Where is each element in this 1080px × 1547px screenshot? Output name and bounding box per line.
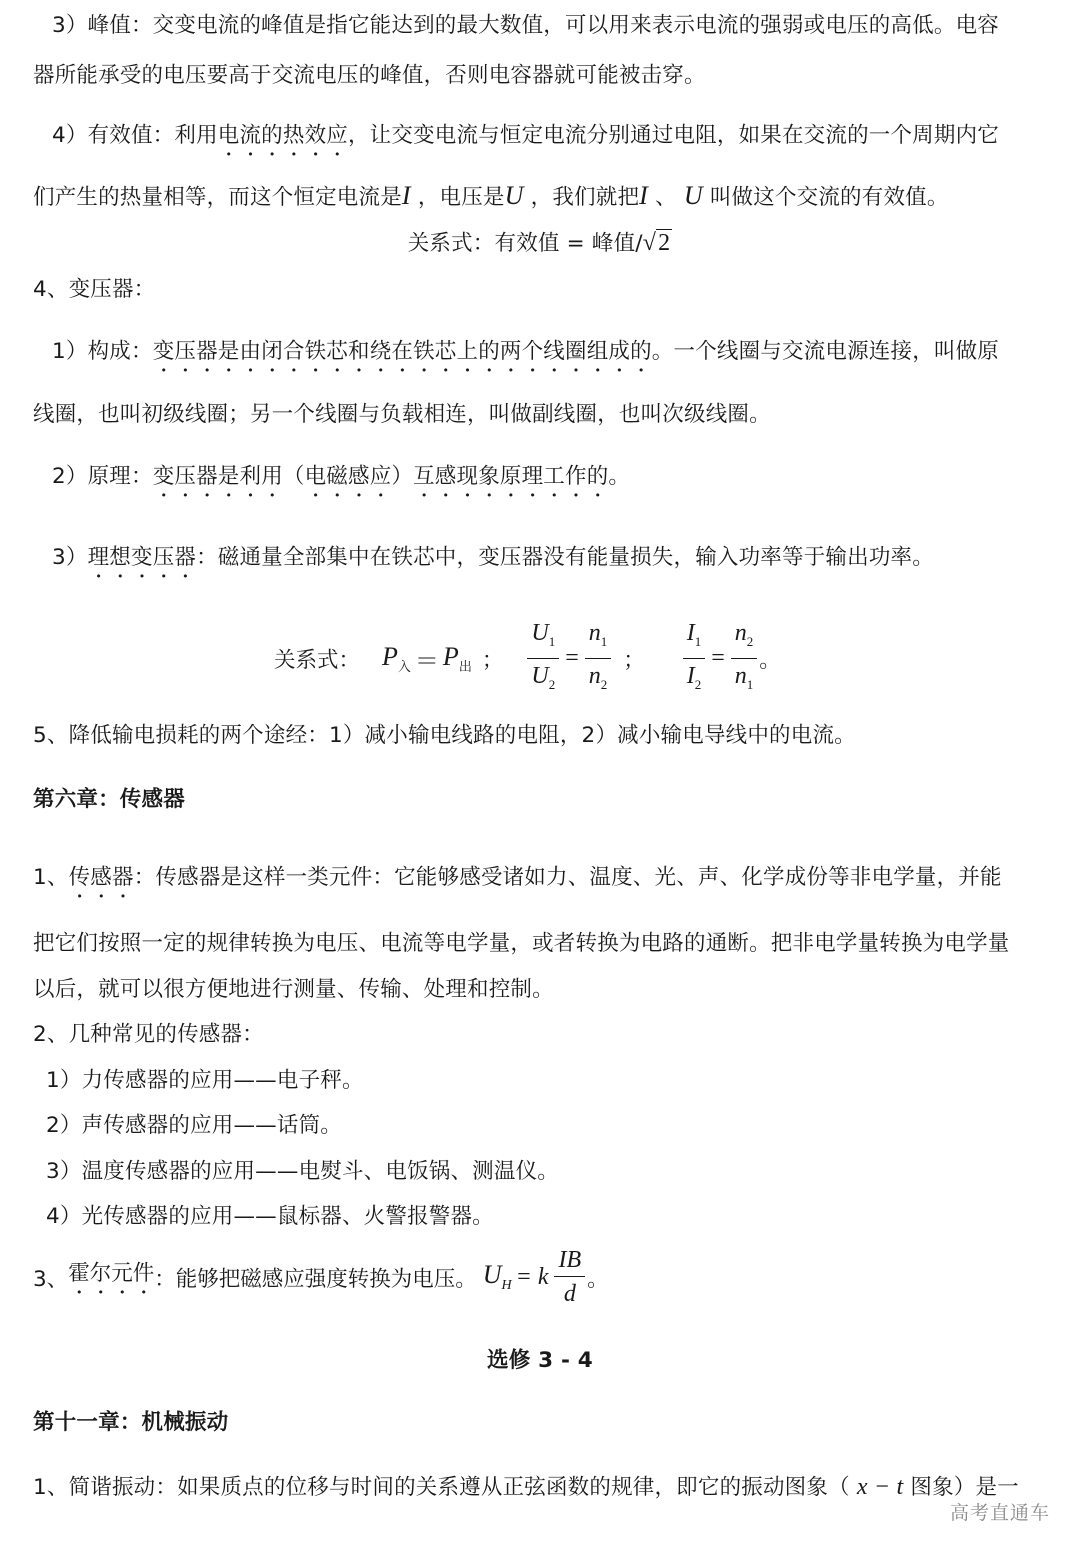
equals-sign: ＝ [414, 649, 439, 676]
text: ，电压是 [417, 185, 505, 210]
text: 叫做这个交流的有效值。 [709, 185, 949, 210]
sub-H: H [501, 1278, 512, 1294]
ideal-transformer-line [52, 540, 934, 583]
sensor-item: 2）声传感器的应用——话筒。 [46, 1113, 342, 1138]
emphasis-composition: 变压器是由闭合铁芯和绕在铁芯上的两个线圈组成的 [152, 339, 652, 364]
var-I: I [639, 181, 649, 210]
den: I [686, 662, 695, 689]
text: 2）原理： [52, 464, 153, 489]
den: n [588, 662, 601, 689]
var-P: P [382, 642, 398, 672]
text: 们产生的热量相等，而这个恒定电流是 [33, 185, 402, 210]
text: ，我们就把 [530, 185, 640, 210]
relation-label: 关系式：有效值 = 峰值/ [407, 231, 643, 256]
sqrt-radicand: 2 [658, 230, 671, 256]
sub: 1 [694, 633, 702, 649]
elective-title: 选修 3 - 4 [487, 1348, 593, 1373]
transformer-formula [274, 618, 781, 700]
separator: ； [623, 648, 645, 674]
power-out [443, 642, 472, 675]
num: n [588, 620, 601, 646]
hall-element-line [33, 1245, 609, 1309]
fraction-I1-I2 [683, 618, 706, 700]
sensor-def-line-1 [33, 860, 1002, 903]
text: ：磁通量全部集中在铁芯中，变压器没有能量损失，输入功率等于输出功率。 [196, 545, 934, 570]
text: 3） [52, 545, 88, 570]
chapter11-title: 第十一章：机械振动 [33, 1410, 229, 1435]
emphasis-ideal-transformer: 理想变压器 [87, 545, 197, 570]
sub: 2 [600, 676, 608, 692]
effective-line-2 [33, 180, 949, 211]
effective-relation [0, 226, 1080, 257]
sub-in: 入 [397, 660, 411, 676]
transformer-heading: 4、变压器： [33, 277, 156, 302]
text: 1、 [33, 865, 69, 890]
effective-prefix: 4）有效值：利用 [52, 123, 218, 148]
composition-line-2: 线圈，也叫初级线圈；另一个线圈与负载相连，叫做副线圈，也叫次级线圈。 [33, 402, 771, 427]
sensor-item: 1）力传感器的应用——电子秤。 [46, 1068, 364, 1093]
fraction-U1-U2 [527, 618, 559, 700]
sqrt-icon: √2 [642, 230, 671, 256]
period: 。 [587, 1266, 609, 1292]
fraction-IB-d [554, 1245, 585, 1309]
text: 3、 [33, 1266, 69, 1292]
common-sensors-heading: 2、几种常见的传感器： [33, 1022, 264, 1047]
chapter6-title: 第六章：传感器 [33, 787, 185, 812]
principle-line [52, 459, 630, 502]
sub: 1 [600, 633, 608, 649]
text: 。 [608, 464, 631, 489]
num: I [686, 620, 695, 646]
equals-sign: = [711, 645, 725, 672]
sub: 2 [746, 633, 754, 649]
text: 1）构成： [52, 339, 153, 364]
sub: 2 [548, 676, 556, 692]
emphasis-heat-effect: 电流的热效应 [217, 123, 348, 148]
emphasis-sensor: 传感器 [68, 865, 134, 890]
fraction-n1-n2 [585, 618, 612, 700]
sensor-def-line-2: 把它们按照一定的规律转换为电压、电流等电学量，或者转换为电路的通断。把非电学量转换为电学量 [33, 931, 1010, 956]
text: 。一个线圈与交流电源连接，叫做原 [651, 339, 999, 364]
emphasis-hall-element: 霍尔元件 [68, 1260, 155, 1286]
equals-sign: = [565, 645, 579, 672]
den: U [531, 662, 549, 689]
text: ：能够把磁感应强度转换为电压。 [154, 1266, 477, 1292]
sensor-item: 3）温度传感器的应用——电熨斗、电饭锅、测温仪。 [46, 1159, 559, 1184]
effective-rest: ，让交变电流与恒定电流分别通过电阻，如果在交流的一个周期内它 [347, 123, 999, 148]
shm-line [33, 1470, 1019, 1501]
text: 、 [655, 185, 677, 210]
hall-formula-U [483, 1260, 512, 1294]
period: 。 [759, 648, 781, 674]
sub: 2 [694, 676, 702, 692]
num: IB [554, 1245, 585, 1277]
var-U: U [504, 181, 524, 210]
loss-line: 5、降低输电损耗的两个途经：1）减小输电线路的电阻，2）减小输电导线中的电流。 [33, 723, 856, 748]
den: d [563, 1281, 576, 1307]
sub: 1 [548, 633, 556, 649]
watermark: 高考直通车 [949, 1502, 1050, 1524]
peak-line-2: 器所能承受的电压要高于交流电压的峰值，否则电容器就可能被击穿。 [33, 63, 706, 88]
composition-line-1 [52, 334, 999, 377]
sensor-def-line-3: 以后，就可以很方便地进行测量、传输、处理和控制。 [33, 977, 554, 1002]
separator: ； [481, 648, 504, 674]
var-P: P [442, 642, 459, 672]
var-U: U [683, 181, 703, 210]
x-t-expression: x − t [856, 1474, 904, 1500]
text: ：传感器是这样一类元件：它能够感受诸如力、温度、光、声、化学成份等非电学量，并能 [133, 865, 1002, 890]
sub: 1 [746, 676, 754, 692]
effective-line-1 [52, 118, 999, 161]
num: U [531, 620, 549, 646]
var-U: U [482, 1259, 502, 1289]
sub-out: 出 [458, 660, 472, 676]
var-I: I [401, 181, 411, 210]
formula-label: 关系式： [274, 648, 361, 674]
sensor-item: 4）光传感器的应用——鼠标器、火警报警器。 [46, 1204, 494, 1229]
num: n [734, 620, 747, 646]
emphasis-principle: 变压器是利用（电磁感应）互感现象原理工作的 [152, 464, 609, 489]
text: 1、简谐振动：如果质点的位移与时间的关系遵从正弦函数的规律，即它的振动图象（ [33, 1475, 850, 1500]
power-in [382, 642, 411, 675]
den: n [734, 662, 747, 689]
peak-line-1: 3）峰值：交变电流的峰值是指它能达到的最大数值，可以用来表示电流的强弱或电压的高低。电容 [52, 13, 999, 38]
fraction-n2-n1 [731, 618, 758, 700]
text: 图象）是一 [910, 1475, 1019, 1500]
equals-k: = k [515, 1263, 549, 1290]
